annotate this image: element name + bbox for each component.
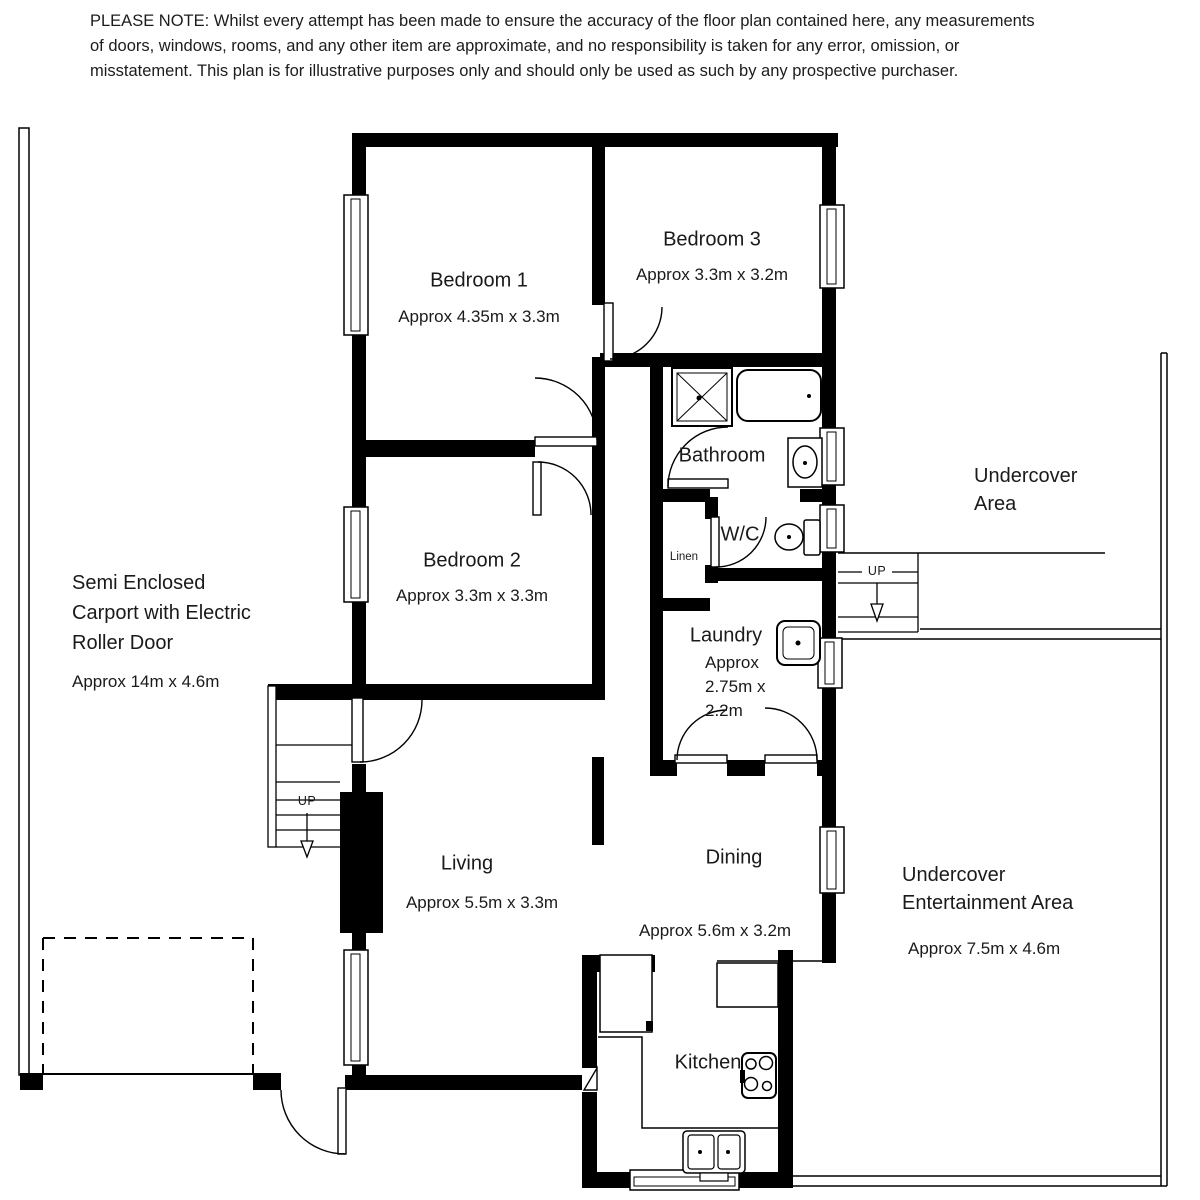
wall <box>737 1172 793 1188</box>
wall <box>582 1172 632 1188</box>
undercover-divider-line <box>838 629 1161 639</box>
window <box>820 205 844 288</box>
room-label-bedroom-3: Bedroom 3 <box>663 228 761 251</box>
stove-icon <box>740 1053 776 1098</box>
laundry-dims-line-3: 2.2m <box>705 701 743 720</box>
door-arc <box>765 708 817 760</box>
wall <box>592 147 605 305</box>
wall <box>650 598 710 611</box>
laundry-dims-line-1: Approx <box>705 653 759 672</box>
carport-left-boundary <box>19 128 29 1075</box>
door-leaf <box>535 437 597 446</box>
wall <box>705 565 718 583</box>
kitchen-counters <box>598 955 778 1128</box>
vanity-sink-icon <box>788 438 822 487</box>
room-label-undercover-area <box>974 462 1077 518</box>
wall <box>352 133 366 195</box>
disclaimer-line-2: of doors, windows, rooms, and any other item are approximate, and no responsibility is taken for any error, omission, or <box>90 37 960 55</box>
room-label-carport <box>72 568 251 658</box>
room-label-wc: W/C <box>720 523 760 546</box>
pantry-handle <box>646 1021 653 1031</box>
stair-rail <box>268 686 276 847</box>
wall <box>705 497 718 519</box>
carport-label-line-1: Semi Enclosed <box>72 572 206 594</box>
wall-post <box>253 1074 281 1090</box>
roller-door-dashed-outline <box>43 938 253 1074</box>
wall <box>817 760 836 776</box>
door-leaf <box>352 698 363 762</box>
door-leaf <box>604 303 613 361</box>
entertainment-bottom-boundary <box>793 1176 1167 1186</box>
window <box>820 428 844 485</box>
carport-stairs <box>268 686 352 857</box>
down-arrow-icon <box>871 604 883 621</box>
room-label-bathroom: Bathroom <box>678 444 766 467</box>
wall <box>345 1075 582 1090</box>
window <box>344 950 368 1065</box>
room-dims-carport: Approx 14m x 4.6m <box>72 672 220 691</box>
wall <box>800 489 822 502</box>
door-arc <box>281 1090 345 1154</box>
room-label-living: Living <box>440 852 494 875</box>
room-label-bedroom-2: Bedroom 2 <box>423 549 521 572</box>
room-dims-living: Approx 5.5m x 3.3m <box>405 893 559 912</box>
room-dims-entertainment-area: Approx 7.5m x 4.6m <box>908 939 1061 958</box>
entertainment-area-line-2: Entertainment Area <box>902 892 1074 914</box>
carport-label-line-2: Carport with Electric <box>72 602 251 624</box>
laundry-tub-icon <box>777 621 820 665</box>
room-dims-bedroom-2: Approx 3.3m x 3.3m <box>395 586 549 605</box>
undercover-area-line-2: Area <box>974 493 1017 515</box>
door-arc <box>610 307 662 359</box>
wall <box>592 357 605 700</box>
fireplace-block <box>340 792 383 933</box>
room-dims-dining: Approx 5.6m x 3.2m <box>638 921 792 940</box>
door-arc <box>360 700 422 762</box>
rear-stairs-up-label: UP <box>867 564 887 578</box>
laundry-dims-line-2: 2.75m x <box>705 677 766 696</box>
down-arrow-icon <box>301 841 313 857</box>
door-leaf <box>765 755 817 763</box>
undercover-right-boundary <box>1161 353 1167 1186</box>
counter-top <box>717 963 778 1007</box>
bathtub-icon <box>737 370 821 421</box>
door-leaf <box>668 479 728 488</box>
wall <box>727 760 765 776</box>
wall <box>778 950 793 1188</box>
wall <box>600 353 822 367</box>
window <box>344 195 368 335</box>
disclaimer-line-1: PLEASE NOTE: Whilst every attempt has been made to ensure the accuracy of the floor plan contained here, any measurements <box>90 12 1035 30</box>
undercover-area-line-1: Undercover <box>974 465 1078 487</box>
wall <box>352 335 366 507</box>
door-leaf <box>338 1088 346 1154</box>
wall <box>718 568 822 581</box>
room-label-kitchen: Kitchen <box>674 1051 742 1074</box>
wall <box>822 133 836 205</box>
carport-stairs-up-label: UP <box>297 794 317 808</box>
wall <box>650 353 663 776</box>
wall <box>352 602 366 697</box>
wall <box>822 485 836 505</box>
wall-post <box>20 1074 43 1090</box>
kitchen-sink-icon <box>683 1131 745 1181</box>
window <box>344 507 368 602</box>
wall <box>352 133 838 147</box>
wall <box>822 688 836 827</box>
wall <box>268 684 600 700</box>
wall <box>352 440 535 457</box>
room-label-linen: Linen <box>669 551 699 563</box>
carport-label-line-3: Roller Door <box>72 632 174 654</box>
room-label-bedroom-1: Bedroom 1 <box>430 269 528 292</box>
wall <box>822 552 836 638</box>
wall <box>822 893 836 963</box>
wall <box>650 489 710 502</box>
room-dims-bedroom-1: Approx 4.35m x 3.3m <box>398 307 560 326</box>
disclaimer-line-3: misstatement. This plan is for illustrative purposes only and should only be used as such by any prospective purchaser. <box>90 62 959 80</box>
wall <box>592 757 604 845</box>
door-leaf <box>675 755 727 763</box>
door-wedge <box>584 1068 597 1090</box>
room-dims-bedroom-3: Approx 3.3m x 3.2m <box>635 265 789 284</box>
window <box>818 638 842 688</box>
room-label-laundry: Laundry <box>689 624 763 647</box>
door-arc <box>535 378 597 440</box>
room-label-entertainment-area <box>902 861 1073 917</box>
toilet-icon <box>775 520 820 555</box>
door-leaf <box>711 517 719 567</box>
door-arc <box>538 462 591 515</box>
room-dims-laundry <box>705 651 765 723</box>
door-leaves <box>338 303 817 1154</box>
room-label-dining: Dining <box>705 846 763 869</box>
window <box>820 827 844 893</box>
door-leaf <box>533 462 541 515</box>
window <box>820 505 844 552</box>
entertainment-area-line-1: Undercover <box>902 864 1006 886</box>
pantry-unit <box>600 955 652 1032</box>
wall <box>650 760 677 776</box>
wall <box>822 288 836 428</box>
shower-icon <box>672 368 732 426</box>
